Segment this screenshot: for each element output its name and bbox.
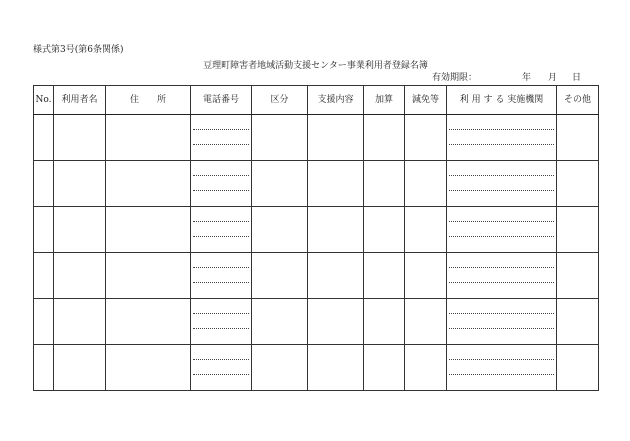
cell-support-content — [308, 161, 364, 207]
institution-entry-lines — [447, 299, 556, 343]
phone-entry-lines — [191, 253, 251, 297]
dotted-rule — [193, 267, 249, 268]
cell-no — [34, 115, 54, 161]
dotted-rule — [449, 144, 554, 145]
institution-entry-lines — [447, 253, 556, 297]
validity-day-label: 日 — [572, 73, 582, 83]
cell-no — [34, 345, 54, 391]
cell-institution — [447, 115, 557, 161]
cell-support-content — [308, 299, 364, 345]
cell-other — [557, 161, 599, 207]
cell-address — [106, 115, 191, 161]
header-category: 区分 — [252, 86, 308, 115]
dotted-rule — [449, 328, 554, 329]
dotted-rule — [193, 236, 249, 237]
cell-other — [557, 299, 599, 345]
cell-reduction — [405, 253, 447, 299]
cell-addition — [364, 345, 405, 391]
cell-phone — [191, 161, 252, 207]
phone-entry-lines — [191, 345, 251, 389]
table-row — [34, 161, 599, 207]
cell-no — [34, 299, 54, 345]
cell-reduction — [405, 345, 447, 391]
header-phone: 電話番号 — [191, 86, 252, 115]
header-other: その他 — [557, 86, 599, 115]
header-institution: 利 用 す る 実施機関 — [447, 86, 557, 115]
cell-institution — [447, 161, 557, 207]
cell-phone — [191, 207, 252, 253]
cell-addition — [364, 299, 405, 345]
dotted-rule — [449, 190, 554, 191]
cell-phone — [191, 253, 252, 299]
cell-addition — [364, 161, 405, 207]
cell-address — [106, 345, 191, 391]
cell-address — [106, 253, 191, 299]
table-header-row — [34, 86, 599, 115]
cell-user-name — [54, 299, 106, 345]
cell-institution — [447, 299, 557, 345]
cell-reduction — [405, 161, 447, 207]
cell-reduction — [405, 115, 447, 161]
header-addition: 加算 — [364, 86, 405, 115]
phone-entry-lines — [191, 207, 251, 251]
cell-no — [34, 207, 54, 253]
cell-category — [252, 345, 308, 391]
dotted-rule — [449, 236, 554, 237]
header-reduction: 減免等 — [405, 86, 447, 115]
cell-phone — [191, 115, 252, 161]
cell-user-name — [54, 253, 106, 299]
dotted-rule — [193, 190, 249, 191]
cell-support-content — [308, 253, 364, 299]
cell-no — [34, 253, 54, 299]
dotted-rule — [449, 374, 554, 375]
cell-category — [252, 253, 308, 299]
cell-other — [557, 253, 599, 299]
cell-addition — [364, 207, 405, 253]
header-address: 住 所 — [106, 86, 191, 115]
institution-entry-lines — [447, 345, 556, 389]
institution-entry-lines — [447, 161, 556, 205]
dotted-rule — [193, 313, 249, 314]
validity-label: 有効期限： — [432, 73, 478, 83]
validity-year-label: 年 — [522, 73, 532, 83]
cell-address — [106, 207, 191, 253]
header-no: No. — [34, 86, 54, 115]
page-title: 豆理町障害者地域活動支援センター事業利用者登録名簿 — [203, 61, 428, 71]
dotted-rule — [449, 175, 554, 176]
table-row — [34, 345, 599, 391]
dotted-rule — [193, 374, 249, 375]
validity-month-label: 月 — [548, 73, 558, 83]
cell-institution — [447, 345, 557, 391]
phone-entry-lines — [191, 299, 251, 343]
cell-support-content — [308, 207, 364, 253]
cell-user-name — [54, 207, 106, 253]
dotted-rule — [193, 129, 249, 130]
cell-category — [252, 299, 308, 345]
institution-entry-lines — [447, 115, 556, 159]
dotted-rule — [449, 129, 554, 130]
cell-user-name — [54, 345, 106, 391]
cell-address — [106, 161, 191, 207]
header-support-content: 支援内容 — [308, 86, 364, 115]
cell-no — [34, 161, 54, 207]
cell-category — [252, 161, 308, 207]
institution-entry-lines — [447, 207, 556, 251]
table-row — [34, 299, 599, 345]
cell-support-content — [308, 345, 364, 391]
dotted-rule — [449, 359, 554, 360]
dotted-rule — [193, 144, 249, 145]
cell-support-content — [308, 115, 364, 161]
phone-entry-lines — [191, 161, 251, 205]
dotted-rule — [449, 221, 554, 222]
cell-institution — [447, 253, 557, 299]
registration-table — [33, 85, 599, 391]
form-number: 様式第3号(第6条関係) — [33, 45, 124, 55]
cell-phone — [191, 345, 252, 391]
cell-user-name — [54, 161, 106, 207]
cell-reduction — [405, 207, 447, 253]
dotted-rule — [193, 221, 249, 222]
dotted-rule — [193, 359, 249, 360]
cell-phone — [191, 299, 252, 345]
header-user-name: 利用者名 — [54, 86, 106, 115]
cell-user-name — [54, 115, 106, 161]
dotted-rule — [193, 175, 249, 176]
table-row — [34, 253, 599, 299]
cell-other — [557, 207, 599, 253]
table-row — [34, 115, 599, 161]
cell-other — [557, 115, 599, 161]
cell-other — [557, 345, 599, 391]
cell-category — [252, 207, 308, 253]
dotted-rule — [193, 328, 249, 329]
phone-entry-lines — [191, 115, 251, 159]
cell-addition — [364, 115, 405, 161]
dotted-rule — [449, 267, 554, 268]
cell-addition — [364, 253, 405, 299]
cell-address — [106, 299, 191, 345]
dotted-rule — [193, 282, 249, 283]
table-body — [34, 115, 599, 391]
dotted-rule — [449, 282, 554, 283]
table-row — [34, 207, 599, 253]
cell-institution — [447, 207, 557, 253]
dotted-rule — [449, 313, 554, 314]
cell-category — [252, 115, 308, 161]
cell-reduction — [405, 299, 447, 345]
